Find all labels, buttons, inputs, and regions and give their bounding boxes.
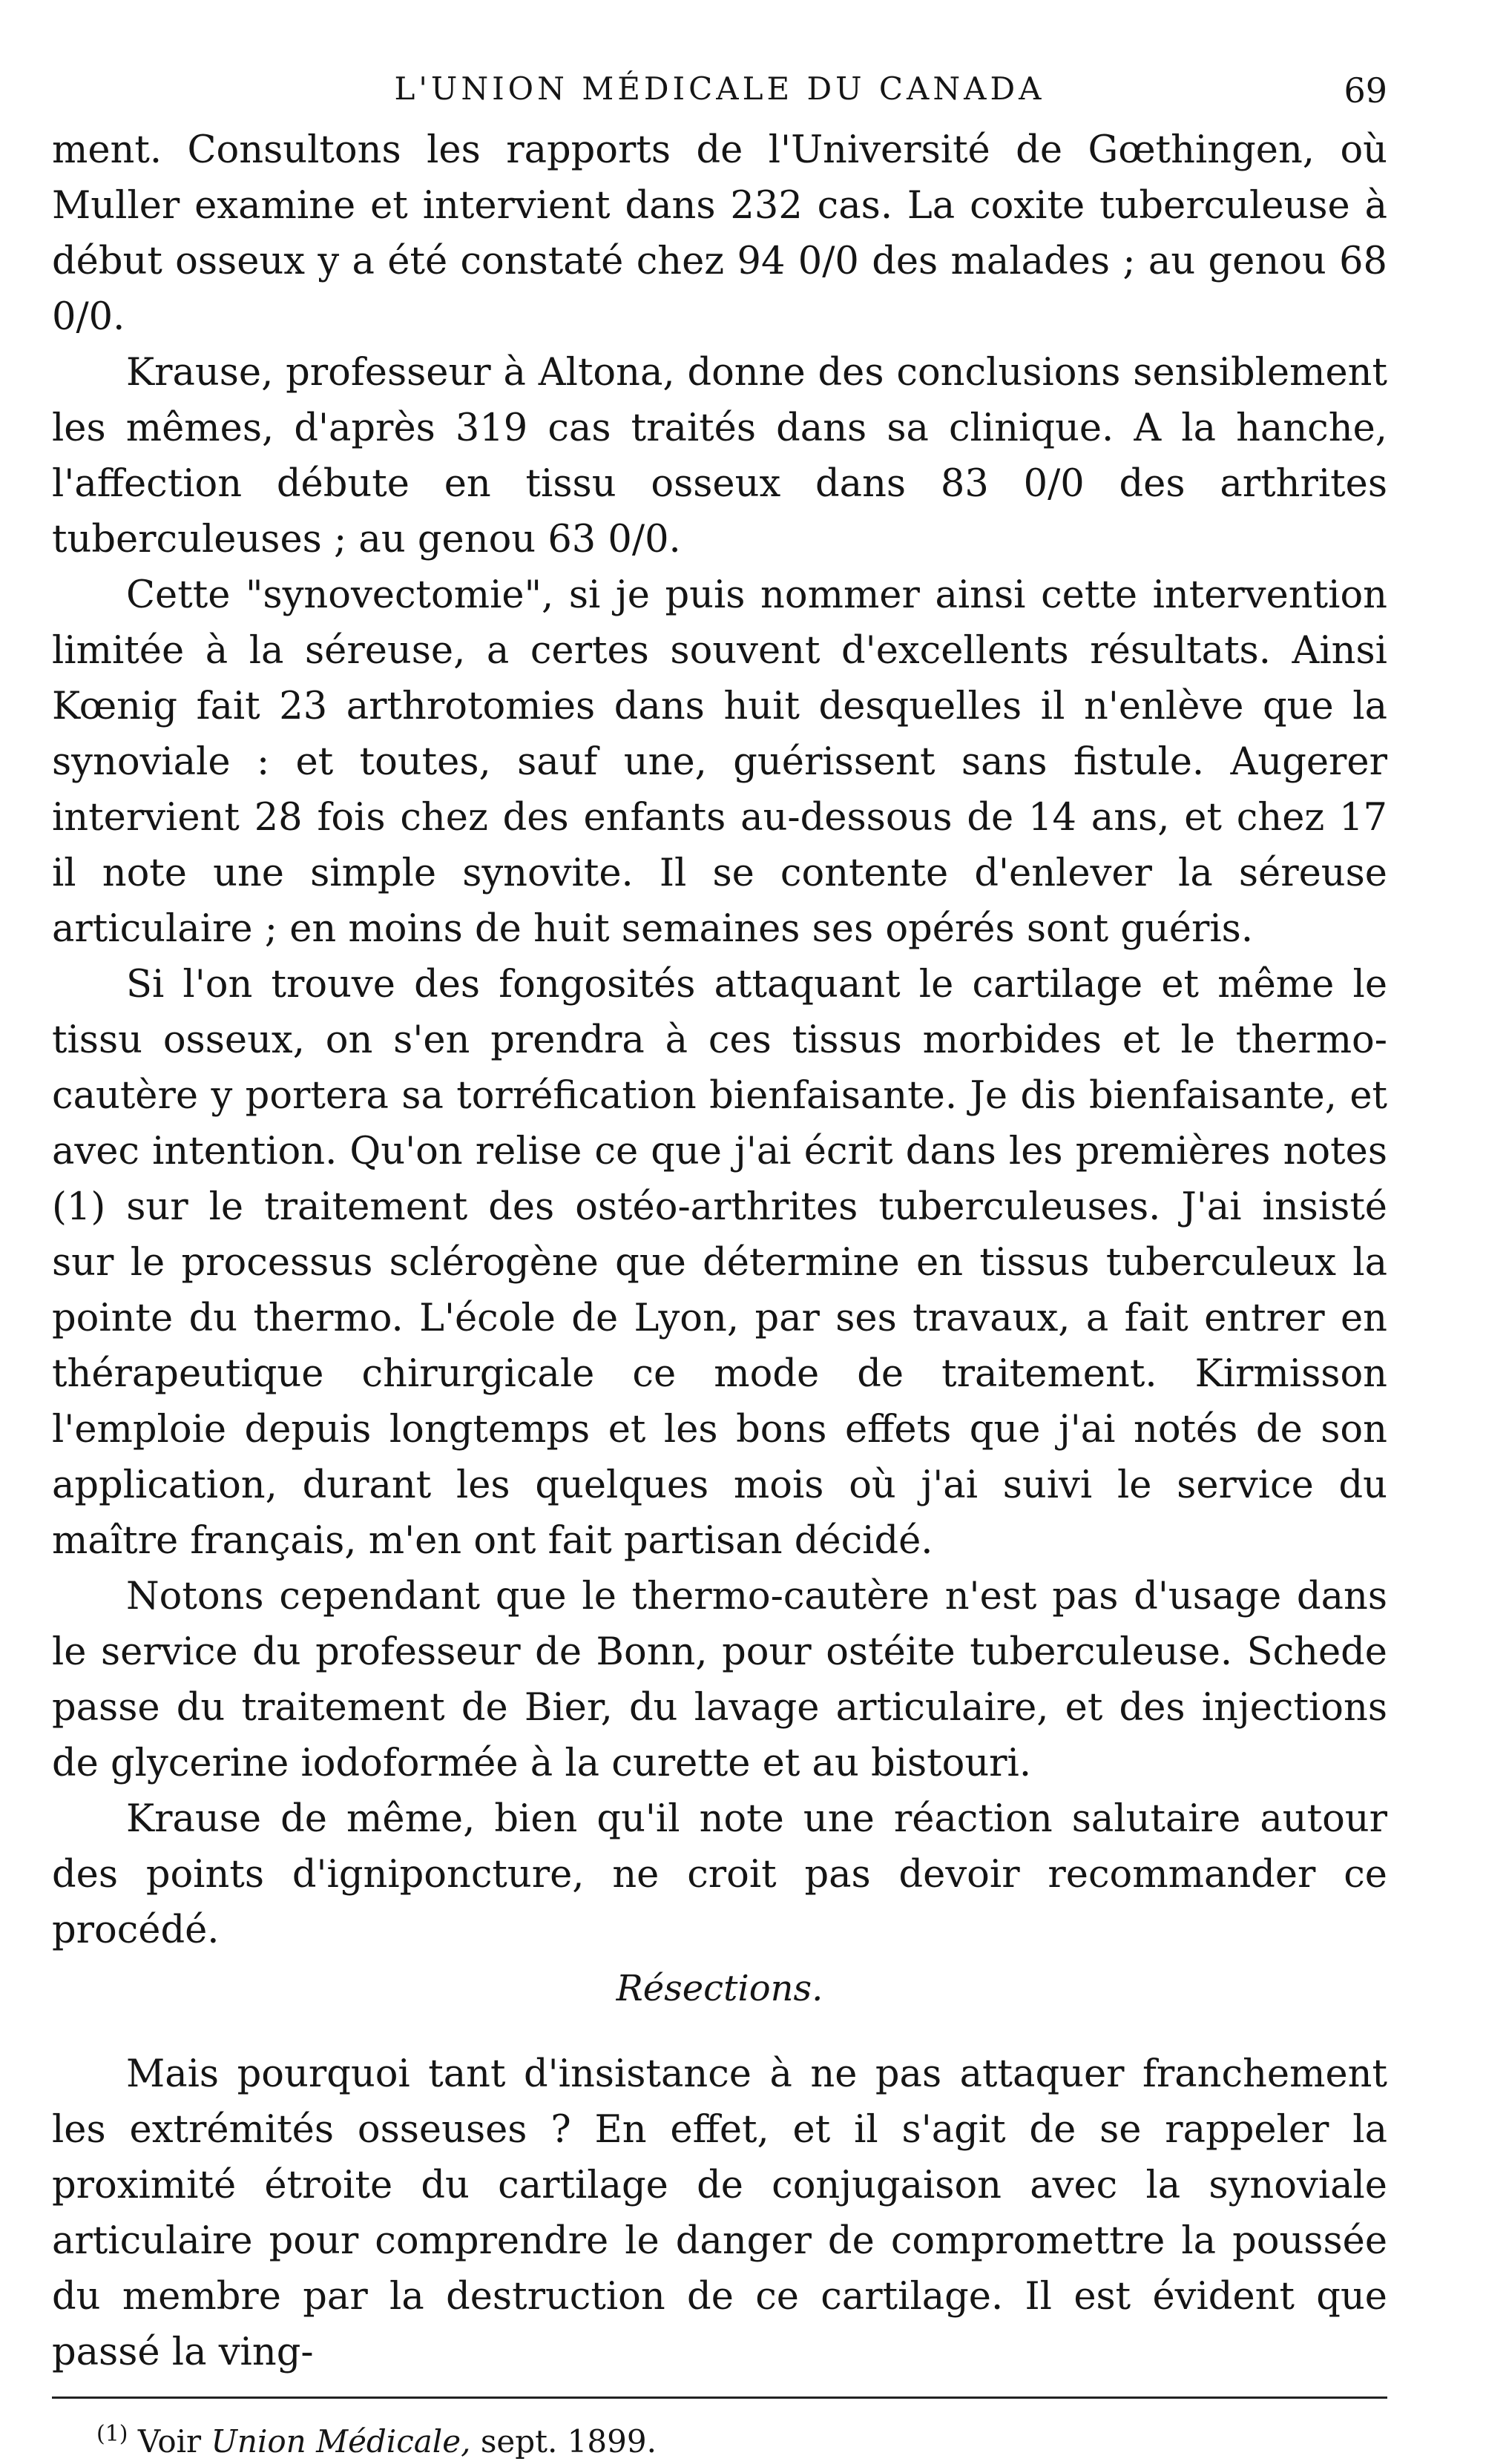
paragraph-fongosites: Si l'on trouve des fongosités attaquant le cartilage et même le tissu osseux, on s'en prendra à ces tissus morbides et le thermo-cautère y portera sa torréfication bienfaisante. Je dis bienfaisante, et avec intention. Qu'on relise ce que j'ai écrit dans les premières notes (1) sur le traitement des ostéo-arthrites tuberculeuses. J'ai insisté sur le processus sclérogène que détermine en tissus tuberculeux la pointe du thermo. L'école de Lyon, par ses travaux, a fait entrer en thérapeutique chirurgicale ce mode de traitement. Kirmisson l'emploie depuis longtemps et les bons effets que j'ai notés de son application, durant les quelques mois où j'ai suivi le service du maître français, m'en ont fait partisan décidé.	[52, 963, 1387, 1563]
paragraph-thermo-cautere: Notons cependant que le thermo-cautère n'est pas d'usage dans le service du professeur de Bonn, pour ostéite tuberculeuse. Schede passe du traitement de Bier, du lavage articulaire, et des injections de glycerine iodoformée à la curette et au bistouri.	[52, 1575, 1387, 1785]
footnote-journal: Union Médicale,	[211, 2423, 471, 2460]
footnote-rule	[52, 2397, 1387, 2399]
footnote-date: sept. 1899.	[480, 2423, 657, 2460]
paragraph-krause-ignipuncture: Krause de même, bien qu'il note une réaction salutaire autour des points d'igniponcture, ne croit pas devoir recommander ce procédé.	[52, 1797, 1387, 1952]
running-title: L'UNION MÉDICALE DU CANADA	[394, 70, 1045, 107]
body-text	[52, 122, 1387, 2380]
section-heading-resections: Résections.	[616, 1968, 823, 2009]
footnote-mark: (1)	[96, 2421, 128, 2447]
paragraph-synovectomie: Cette "synovectomie", si je puis nommer ainsi cette intervention limitée à la séreuse, a certes souvent d'excellents résultats. Ainsi Kœnig fait 23 arthrotomies dans huit desquelles il n'enlève que la synoviale : et toutes, sauf une, guérissent sans fistule. Augerer intervient 28 fois chez des enfants au-dessous de 14 ans, et chez 17 il note une simple synovite. Il se contente d'enlever la séreuse articulaire ; en moins de huit semaines ses opérés sont guéris.	[52, 573, 1387, 951]
footnote-text-before: Voir	[137, 2423, 202, 2460]
paragraph-krause: Krause, professeur à Altona, donne des conclusions sensiblement les mêmes, d'après 319 cas traités dans sa clinique. A la hanche, l'affection débute en tissu osseux dans 83 0/0 des arthrites tuberculeuses ; au genou 63 0/0.	[52, 351, 1387, 561]
page-number: 69	[1344, 70, 1387, 111]
paragraph-resections: Mais pourquoi tant d'insistance à ne pas attaquer franchement les extrémités osseuses ? En effet, et il s'agit de se rappeler la proximité étroite du cartilage de conjugaison avec la synoviale articulaire pour comprendre le danger de compromettre la poussée du membre par la destruction de ce cartilage. Il est évident que passé la ving-	[52, 2052, 1387, 2374]
document-page	[52, 70, 1387, 2464]
paragraph-continuation: ment. Consultons les rapports de l'Université de Gœthingen, où Muller examine et intervient dans 232 cas. La coxite tuberculeuse à début osseux y a été constaté chez 94 0/0 des malades ; au genou 68 0/0.	[52, 128, 1387, 339]
running-head	[52, 70, 1387, 122]
footnote	[52, 2412, 1387, 2464]
